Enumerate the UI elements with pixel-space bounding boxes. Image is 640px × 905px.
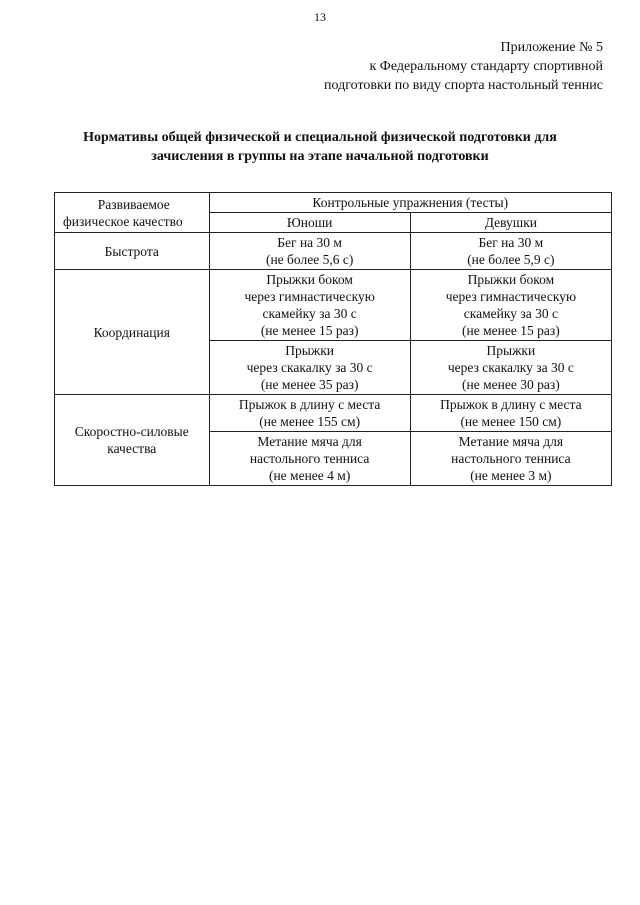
header-girls: Девушки	[410, 213, 611, 233]
title-line-1: Нормативы общей физической и специальной физической подготовки для	[83, 130, 557, 145]
table-header-row	[55, 193, 612, 213]
coordination-test2-boys: Прыжки через скакалку за 30 с (не менее 35 раз)	[209, 341, 410, 395]
quality-speed: Быстрота	[55, 233, 210, 270]
header-quality-line-2: физическое качество	[63, 213, 183, 229]
page-number: 13	[314, 10, 326, 24]
appendix-line-1: Приложение № 5	[500, 40, 603, 55]
speed-boys: Бег на 30 м (не более 5,6 с)	[209, 233, 410, 270]
table-row-speed	[55, 233, 612, 270]
appendix-line-2: к Федеральному стандарту спортивной	[369, 59, 603, 74]
document-title	[50, 128, 590, 166]
coordination-test2-girls: Прыжки через скакалку за 30 с (не менее 30 раз)	[410, 341, 611, 395]
header-boys: Юноши	[209, 213, 410, 233]
speed-girls: Бег на 30 м (не более 5,9 с)	[410, 233, 611, 270]
appendix-header	[324, 38, 603, 95]
speed-strength-test1-boys: Прыжок в длину с места (не менее 155 см)	[209, 395, 410, 432]
speed-strength-test1-girls: Прыжок в длину с места (не менее 150 см)	[410, 395, 611, 432]
quality-coordination: Координация	[55, 270, 210, 395]
appendix-line-3: подготовки по виду спорта настольный теннис	[324, 78, 603, 93]
coordination-test1-boys: Прыжки боком через гимнастическую скамейку за 30 с (не менее 15 раз)	[209, 270, 410, 341]
quality-speed-strength: Скоростно-силовые качества	[55, 395, 210, 486]
header-quality-line-1: Развиваемое	[97, 196, 170, 212]
norms-table	[54, 192, 612, 486]
coordination-test1-girls: Прыжки боком через гимнастическую скамейку за 30 с (не менее 15 раз)	[410, 270, 611, 341]
table-row-speed-strength-1	[55, 395, 612, 432]
table-row-coordination-1	[55, 270, 612, 341]
header-quality	[55, 193, 210, 233]
speed-strength-test2-boys: Метание мяча для настольного тенниса (не менее 4 м)	[209, 432, 410, 486]
title-line-2: зачисления в группы на этапе начальной подготовки	[151, 149, 489, 164]
header-tests: Контрольные упражнения (тесты)	[209, 193, 611, 213]
speed-strength-test2-girls: Метание мяча для настольного тенниса (не менее 3 м)	[410, 432, 611, 486]
